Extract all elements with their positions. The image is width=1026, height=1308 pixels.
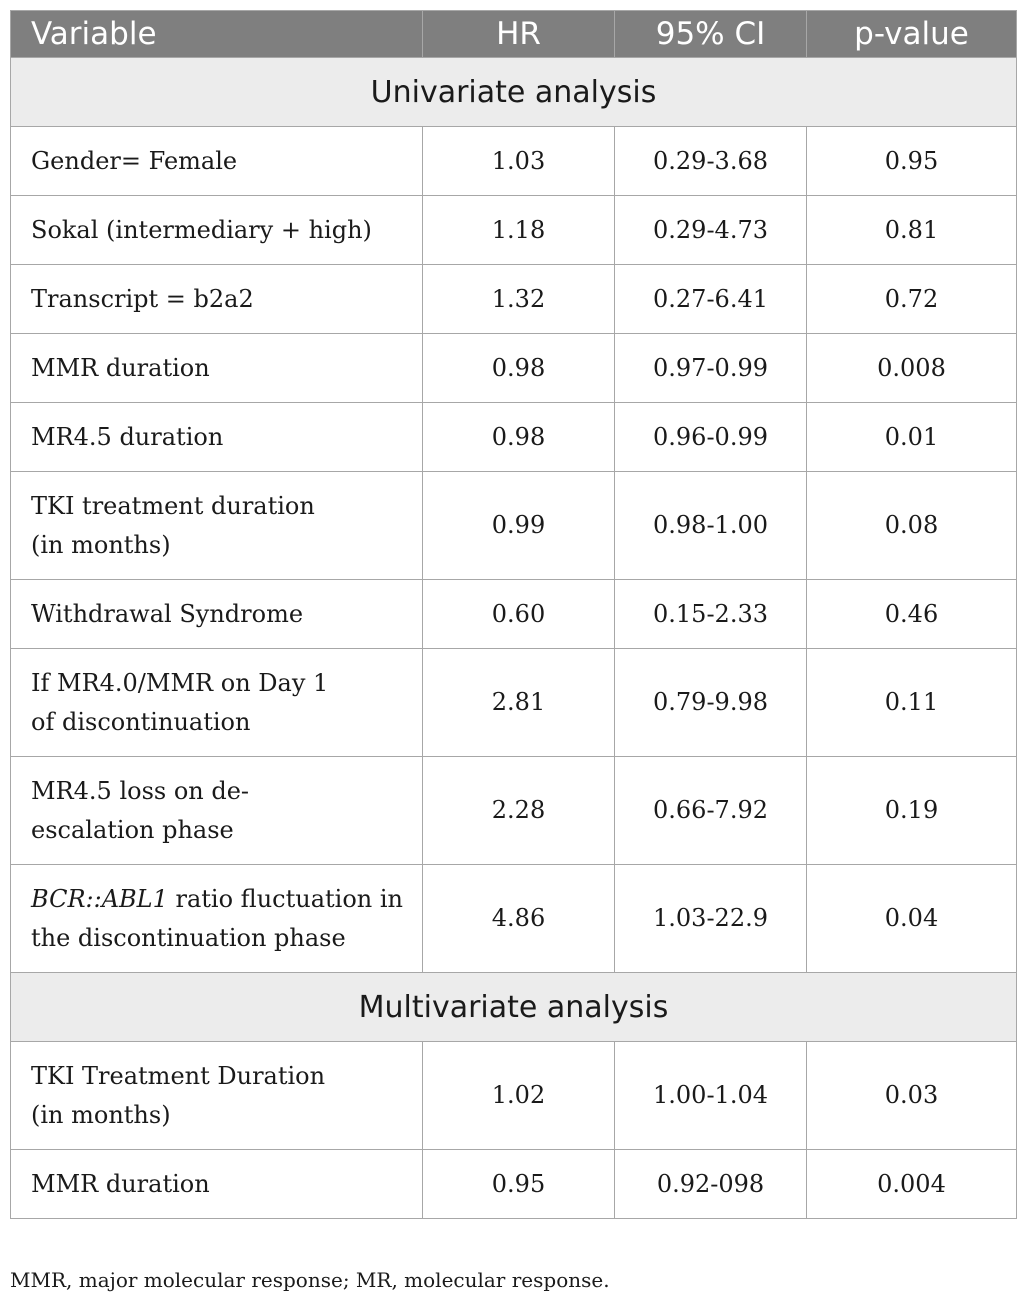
table-row: [11, 196, 1017, 265]
variable-cell: [11, 265, 423, 334]
table-row: [11, 1042, 1017, 1150]
table-row: [11, 865, 1017, 973]
variable-cell: [11, 757, 423, 865]
header-row: [11, 11, 1017, 58]
variable-line: MR4.5 loss on de-: [31, 776, 250, 805]
table-row: [11, 649, 1017, 757]
p-value-cell: 0.11: [807, 649, 1017, 757]
table-row: [11, 127, 1017, 196]
ci-cell: 0.27-6.41: [615, 265, 807, 334]
variable-line: Gender= Female: [31, 146, 238, 175]
variable-line: [31, 880, 410, 919]
p-value-cell: 0.72: [807, 265, 1017, 334]
hr-cell: 0.60: [423, 580, 615, 649]
variable-line: Sokal (intermediary + high): [31, 215, 372, 244]
section-title: Multivariate analysis: [11, 973, 1017, 1042]
header-variable: Variable: [11, 11, 423, 58]
variable-line: of discontinuation: [31, 707, 251, 736]
ci-cell: 0.29-3.68: [615, 127, 807, 196]
hr-cell: 2.28: [423, 757, 615, 865]
p-value-cell: 0.81: [807, 196, 1017, 265]
ci-cell: 0.92-098: [615, 1150, 807, 1219]
table-header: [11, 11, 1017, 58]
p-value-cell: 0.19: [807, 757, 1017, 865]
p-value-cell: 0.004: [807, 1150, 1017, 1219]
ci-cell: 0.98-1.00: [615, 472, 807, 580]
variable-cell: [11, 403, 423, 472]
gene-name: BCR::ABL1: [31, 884, 168, 913]
variable-line: TKI treatment duration: [31, 491, 315, 520]
variable-cell: [11, 865, 423, 973]
hazard-ratio-table: [10, 10, 1017, 1219]
ci-cell: 0.66-7.92: [615, 757, 807, 865]
ci-cell: 0.97-0.99: [615, 334, 807, 403]
ci-cell: 0.29-4.73: [615, 196, 807, 265]
ci-cell: 0.96-0.99: [615, 403, 807, 472]
ci-cell: 1.03-22.9: [615, 865, 807, 973]
variable-line: Transcript = b2a2: [31, 284, 254, 313]
variable-cell: [11, 196, 423, 265]
variable-line: escalation phase: [31, 815, 234, 844]
hr-cell: 0.98: [423, 403, 615, 472]
variable-line: (in months): [31, 530, 171, 559]
table-body: [11, 58, 1017, 1219]
table-footnote: MMR, major molecular response; MR, molecular response.: [10, 1268, 610, 1292]
table-row: [11, 265, 1017, 334]
table-row: [11, 334, 1017, 403]
hr-cell: 0.98: [423, 334, 615, 403]
section-row: [11, 58, 1017, 127]
p-value-cell: 0.008: [807, 334, 1017, 403]
results-table-container: [10, 10, 1016, 1219]
section-title: Univariate analysis: [11, 58, 1017, 127]
hr-cell: 1.02: [423, 1042, 615, 1150]
variable-line: MMR duration: [31, 1169, 210, 1198]
table-row: [11, 472, 1017, 580]
variable-line: TKI Treatment Duration: [31, 1061, 326, 1090]
hr-cell: 2.81: [423, 649, 615, 757]
p-value-cell: 0.95: [807, 127, 1017, 196]
variable-line: Withdrawal Syndrome: [31, 599, 304, 628]
hr-cell: 1.32: [423, 265, 615, 334]
variable-cell: [11, 649, 423, 757]
variable-line: MR4.5 duration: [31, 422, 224, 451]
p-value-cell: 0.46: [807, 580, 1017, 649]
hr-cell: 1.03: [423, 127, 615, 196]
variable-line: the discontinuation phase: [31, 923, 346, 952]
variable-cell: [11, 334, 423, 403]
table-row: [11, 1150, 1017, 1219]
p-value-cell: 0.03: [807, 1042, 1017, 1150]
p-value-cell: 0.08: [807, 472, 1017, 580]
variable-cell: [11, 1150, 423, 1219]
table-row: [11, 757, 1017, 865]
ci-cell: 0.15-2.33: [615, 580, 807, 649]
header-p-value: p-value: [807, 11, 1017, 58]
variable-cell: [11, 580, 423, 649]
section-row: [11, 973, 1017, 1042]
header-ci: 95% CI: [615, 11, 807, 58]
variable-line: MMR duration: [31, 353, 210, 382]
header-hr: HR: [423, 11, 615, 58]
ci-cell: 0.79-9.98: [615, 649, 807, 757]
variable-line: If MR4.0/MMR on Day 1: [31, 668, 329, 697]
p-value-cell: 0.04: [807, 865, 1017, 973]
hr-cell: 0.95: [423, 1150, 615, 1219]
variable-text: ratio fluctuation in: [167, 884, 403, 913]
hr-cell: 0.99: [423, 472, 615, 580]
table-row: [11, 580, 1017, 649]
table-row: [11, 403, 1017, 472]
variable-line: (in months): [31, 1100, 171, 1129]
variable-cell: [11, 127, 423, 196]
p-value-cell: 0.01: [807, 403, 1017, 472]
ci-cell: 1.00-1.04: [615, 1042, 807, 1150]
variable-cell: [11, 1042, 423, 1150]
variable-cell: [11, 472, 423, 580]
hr-cell: 4.86: [423, 865, 615, 973]
hr-cell: 1.18: [423, 196, 615, 265]
